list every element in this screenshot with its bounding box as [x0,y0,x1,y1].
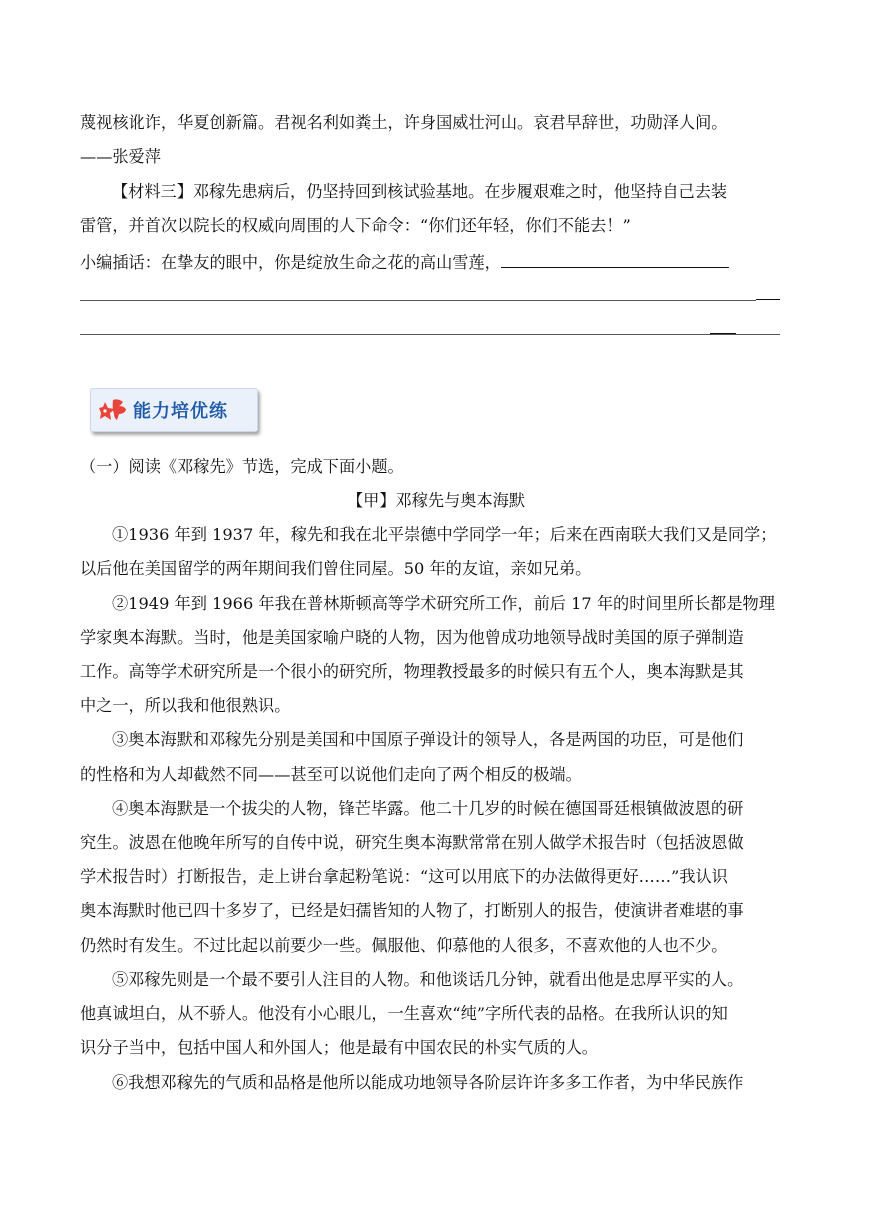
passage-line: ②1949 年到 1966 年我在普林斯顿高等学术研究所工作，前后 17 年的时间里所长都是物理 [112,594,775,613]
answer-line-end [756,299,780,300]
passage-line: 奥本海默时他已四十多岁了，已经是妇孺皆知的人物了，打断别人的报告，使演讲者难堪的事 [80,901,744,920]
section-badge-label: 能力培优练 [133,401,228,422]
passage-line: ①1936 年到 1937 年，稼先和我在北平崇德中学同学一年；后来在西南联大我们又是同学； [112,525,777,544]
answer-blank[interactable] [501,249,729,268]
passage-line: ⑥我想邓稼先的气质和品格是他所以能成功地领导各阶层许许多多工作者，为中华民族作 [112,1073,744,1092]
passage-line: 他真诚坦白，从不骄人。他没有小心眼儿，一生喜欢“纯”字所代表的品格。在我所认识的知 [80,1004,728,1023]
passage-line: ④奥本海默是一个拔尖的人物，锋芒毕露。他二十几岁的时候在德国哥廷根镇做波恩的研 [112,799,744,818]
passage-line: 识分子当中，包括中国人和外国人；他是最有中国农民的朴实气质的人。 [80,1038,598,1057]
editor-note [80,249,792,274]
passage-line: ③奥本海默和邓稼先分别是美国和中国原子弹设计的领导人，各是两国的功臣，可是他们 [112,730,744,749]
material2-signature: ——张爱萍 [80,147,161,166]
passage-line: 学家奥本海默。当时，他是美国家喻户晓的人物，因为他曾成功地领导战时美国的原子弹制造 [80,628,744,647]
passage-line: 究生。波恩在他晚年所写的自传中说，研究生奥本海默常常在别人做学术报告时（包括波恩做 [80,833,744,852]
passage-line: 仍然时有发生。不过比起以前要少一些。佩服他、仰慕他的人很多，不喜欢他的人也不少。 [80,936,728,955]
section-badge [90,388,258,432]
passage-line: ⑤邓稼先则是一个最不要引人注目的人物。和他谈话几分钟，就看出他是忠厚平实的人。 [112,970,744,989]
material3-line: 【材料三】邓稼先患病后，仍坚持回到核试验基地。在步履艰难之时，他坚持自己去装 [112,182,728,201]
material3-line: 雷管，并首次以院长的权威向周围的人下命令：“你们还年轻，你们不能去！” [80,216,631,235]
editor-note-prompt: 小编插话：在挚友的眼中，你是绽放生命之花的高山雪莲， [80,253,501,272]
passage-line: 中之一，所以我和他很熟识。 [80,696,291,715]
passage-line: 工作。高等学术研究所是一个很小的研究所，物理教授最多的时候只有五个人，奥本海默是其 [80,662,744,681]
passage-title: 【甲】邓稼先与奥本海默 [346,491,526,510]
answer-line-end [710,333,736,334]
passage-line: 的性格和为人却截然不同——甚至可以说他们走向了两个相反的极端。 [80,765,582,784]
question-intro: （一）阅读《邓稼先》节选，完成下面小题。 [80,457,404,476]
material2-line: 蔑视核讹诈，华夏创新篇。君视名利如粪土，许身国威壮河山。哀君早辞世，功勋泽人间。 [80,113,728,132]
answer-line[interactable] [80,334,780,335]
star-hand-icon [99,396,127,424]
passage-line: 学术报告时）打断报告，走上讲台拿起粉笔说：“这可以用底下的办法做得更好……”我认识 [80,867,728,886]
answer-line[interactable] [80,300,756,301]
passage-line: 以后他在美国留学的两年期间我们曾住同屋。50 年的友谊，亲如兄弟。 [80,559,592,578]
